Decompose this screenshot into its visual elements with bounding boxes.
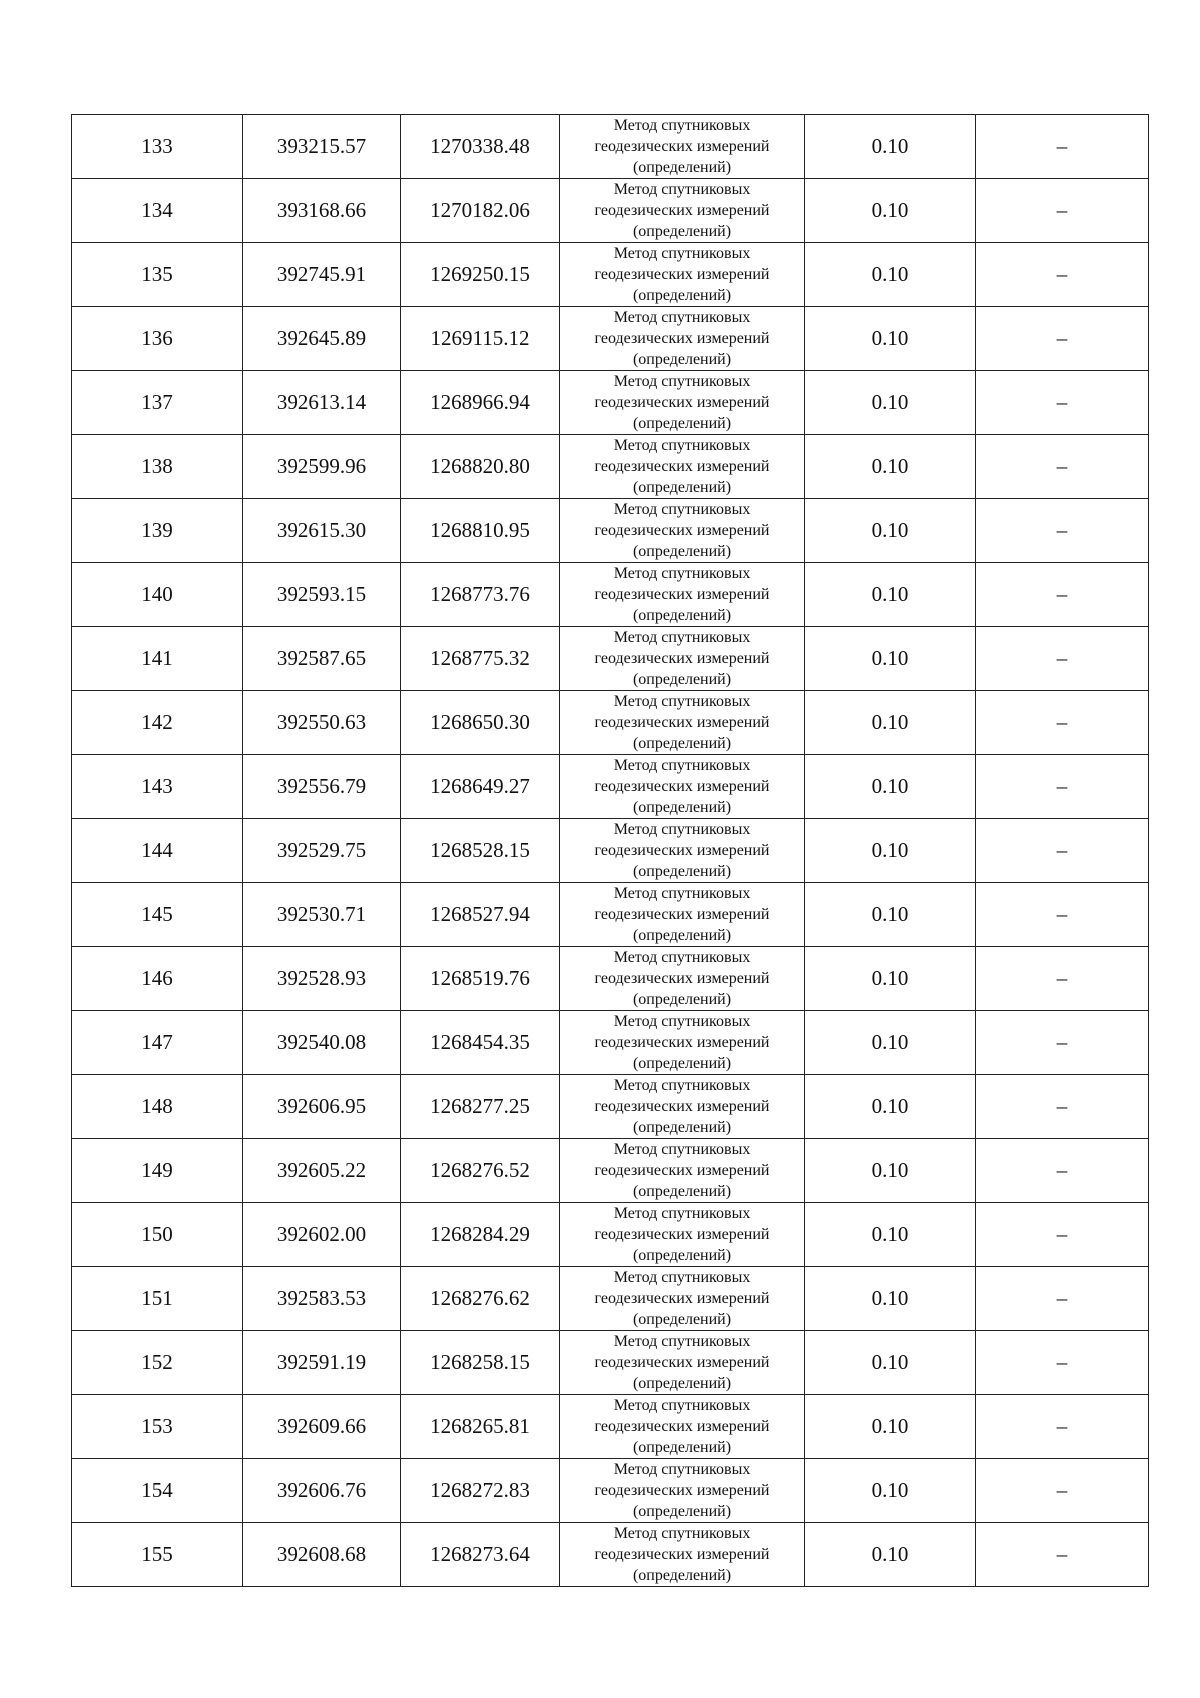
method-line: геодезических измерений [594,330,770,347]
table-row [72,435,1149,499]
point-number-cell: 153 [72,1395,243,1459]
y-coordinate-cell: 1268810.95 [401,499,560,563]
x-coordinate-cell: 392550.63 [243,691,401,755]
table-row [72,1459,1149,1523]
table-row [72,627,1149,691]
method-line: (определений) [632,1503,732,1520]
x-coordinate-cell: 392606.95 [243,1075,401,1139]
method-cell [560,1203,805,1267]
x-coordinate-cell: 392529.75 [243,819,401,883]
method-line: Метод спутниковых [613,1525,751,1542]
note-cell: – [976,1075,1149,1139]
point-number-cell: 145 [72,883,243,947]
y-coordinate-cell: 1268775.32 [401,627,560,691]
method-line: (определений) [632,415,732,432]
method-line: (определений) [632,479,732,496]
accuracy-cell: 0.10 [805,371,976,435]
method-line: (определений) [632,287,732,304]
note-cell: – [976,1139,1149,1203]
x-coordinate-cell: 392599.96 [243,435,401,499]
note-cell: – [976,1011,1149,1075]
accuracy-cell: 0.10 [805,435,976,499]
note-cell: – [976,1523,1149,1587]
note-cell: – [976,499,1149,563]
method-line: (определений) [632,1247,732,1264]
method-cell [560,947,805,1011]
note-cell: – [976,755,1149,819]
point-number-cell: 155 [72,1523,243,1587]
method-line: Метод спутниковых [613,1397,751,1414]
method-line: (определений) [632,351,732,368]
method-line: Метод спутниковых [613,437,751,454]
method-cell [560,1075,805,1139]
accuracy-cell: 0.10 [805,243,976,307]
x-coordinate-cell: 392583.53 [243,1267,401,1331]
method-line: геодезических измерений [594,842,770,859]
y-coordinate-cell: 1270338.48 [401,115,560,179]
table-row [72,755,1149,819]
x-coordinate-cell: 392591.19 [243,1331,401,1395]
note-cell: – [976,691,1149,755]
method-line: геодезических измерений [594,906,770,923]
point-number-cell: 138 [72,435,243,499]
point-number-cell: 135 [72,243,243,307]
table-row [72,371,1149,435]
accuracy-cell: 0.10 [805,1331,976,1395]
method-line: геодезических измерений [594,138,770,155]
point-number-cell: 140 [72,563,243,627]
y-coordinate-cell: 1268276.52 [401,1139,560,1203]
table-body [72,115,1149,1587]
x-coordinate-cell: 392530.71 [243,883,401,947]
table-row [72,819,1149,883]
accuracy-cell: 0.10 [805,1459,976,1523]
method-line: Метод спутниковых [613,1077,751,1094]
point-number-cell: 150 [72,1203,243,1267]
table-row [72,499,1149,563]
note-cell: – [976,371,1149,435]
point-number-cell: 152 [72,1331,243,1395]
method-line: (определений) [632,1439,732,1456]
point-number-cell: 151 [72,1267,243,1331]
y-coordinate-cell: 1268258.15 [401,1331,560,1395]
method-line: Метод спутниковых [613,821,751,838]
y-coordinate-cell: 1268265.81 [401,1395,560,1459]
note-cell: – [976,627,1149,691]
method-cell [560,243,805,307]
method-line: Метод спутниковых [613,373,751,390]
method-line: Метод спутниковых [613,117,751,134]
x-coordinate-cell: 393168.66 [243,179,401,243]
method-line: (определений) [632,1055,732,1072]
accuracy-cell: 0.10 [805,1075,976,1139]
method-cell [560,1011,805,1075]
accuracy-cell: 0.10 [805,307,976,371]
note-cell: – [976,819,1149,883]
method-line: Метод спутниковых [613,245,751,262]
point-number-cell: 143 [72,755,243,819]
method-line: Метод спутниковых [613,309,751,326]
accuracy-cell: 0.10 [805,819,976,883]
point-number-cell: 154 [72,1459,243,1523]
method-cell [560,1395,805,1459]
table-row [72,115,1149,179]
method-cell [560,819,805,883]
point-number-cell: 137 [72,371,243,435]
method-line: (определений) [632,735,732,752]
method-line: Метод спутниковых [613,949,751,966]
y-coordinate-cell: 1269250.15 [401,243,560,307]
y-coordinate-cell: 1268454.35 [401,1011,560,1075]
method-line: (определений) [632,991,732,1008]
note-cell: – [976,435,1149,499]
method-line: геодезических измерений [594,266,770,283]
method-line: Метод спутниковых [613,1333,751,1350]
x-coordinate-cell: 392745.91 [243,243,401,307]
table-row [72,1395,1149,1459]
x-coordinate-cell: 392609.66 [243,1395,401,1459]
method-line: Метод спутниковых [613,629,751,646]
method-line: (определений) [632,223,732,240]
y-coordinate-cell: 1269115.12 [401,307,560,371]
method-cell [560,307,805,371]
y-coordinate-cell: 1268528.15 [401,819,560,883]
method-line: (определений) [632,1183,732,1200]
x-coordinate-cell: 392593.15 [243,563,401,627]
method-line: Метод спутниковых [613,501,751,518]
table-row [72,563,1149,627]
method-line: (определений) [632,1567,732,1584]
method-line: Метод спутниковых [613,1461,751,1478]
method-line: Метод спутниковых [613,1205,751,1222]
method-line: геодезических измерений [594,586,770,603]
method-cell [560,755,805,819]
accuracy-cell: 0.10 [805,115,976,179]
note-cell: – [976,115,1149,179]
x-coordinate-cell: 392613.14 [243,371,401,435]
y-coordinate-cell: 1268820.80 [401,435,560,499]
method-line: геодезических измерений [594,1418,770,1435]
method-cell [560,1139,805,1203]
table-row [72,1011,1149,1075]
table-row [72,1075,1149,1139]
note-cell: – [976,1203,1149,1267]
method-line: (определений) [632,543,732,560]
y-coordinate-cell: 1270182.06 [401,179,560,243]
y-coordinate-cell: 1268519.76 [401,947,560,1011]
y-coordinate-cell: 1268276.62 [401,1267,560,1331]
x-coordinate-cell: 392605.22 [243,1139,401,1203]
method-line: геодезических измерений [594,1162,770,1179]
y-coordinate-cell: 1268773.76 [401,563,560,627]
point-number-cell: 144 [72,819,243,883]
note-cell: – [976,1459,1149,1523]
accuracy-cell: 0.10 [805,691,976,755]
method-cell [560,563,805,627]
method-line: геодезических измерений [594,1354,770,1371]
accuracy-cell: 0.10 [805,1523,976,1587]
method-line: геодезических измерений [594,650,770,667]
accuracy-cell: 0.10 [805,1139,976,1203]
method-line: (определений) [632,671,732,688]
point-number-cell: 134 [72,179,243,243]
method-line: геодезических измерений [594,1290,770,1307]
method-cell [560,627,805,691]
method-cell [560,1459,805,1523]
table-row [72,307,1149,371]
accuracy-cell: 0.10 [805,755,976,819]
method-line: геодезических измерений [594,1546,770,1563]
y-coordinate-cell: 1268527.94 [401,883,560,947]
accuracy-cell: 0.10 [805,179,976,243]
method-cell [560,499,805,563]
method-cell [560,1523,805,1587]
accuracy-cell: 0.10 [805,563,976,627]
accuracy-cell: 0.10 [805,627,976,691]
method-line: геодезических измерений [594,778,770,795]
method-line: (определений) [632,607,732,624]
accuracy-cell: 0.10 [805,499,976,563]
method-cell [560,883,805,947]
table-row [72,179,1149,243]
x-coordinate-cell: 392587.65 [243,627,401,691]
method-line: (определений) [632,863,732,880]
x-coordinate-cell: 392645.89 [243,307,401,371]
accuracy-cell: 0.10 [805,947,976,1011]
note-cell: – [976,179,1149,243]
y-coordinate-cell: 1268650.30 [401,691,560,755]
method-line: (определений) [632,1119,732,1136]
x-coordinate-cell: 392540.08 [243,1011,401,1075]
point-number-cell: 142 [72,691,243,755]
method-cell [560,691,805,755]
method-line: Метод спутниковых [613,1269,751,1286]
method-cell [560,115,805,179]
method-cell [560,435,805,499]
method-line: Метод спутниковых [613,181,751,198]
point-number-cell: 148 [72,1075,243,1139]
table-row [72,1523,1149,1587]
table-row [72,1331,1149,1395]
y-coordinate-cell: 1268273.64 [401,1523,560,1587]
method-line: (определений) [632,1311,732,1328]
method-cell [560,1331,805,1395]
point-number-cell: 141 [72,627,243,691]
method-line: Метод спутниковых [613,565,751,582]
method-line: геодезических измерений [594,522,770,539]
method-line: Метод спутниковых [613,757,751,774]
x-coordinate-cell: 392606.76 [243,1459,401,1523]
method-line: геодезических измерений [594,1034,770,1051]
point-number-cell: 136 [72,307,243,371]
method-line: геодезических измерений [594,1098,770,1115]
note-cell: – [976,1331,1149,1395]
method-line: (определений) [632,1375,732,1392]
method-line: (определений) [632,927,732,944]
method-line: геодезических измерений [594,970,770,987]
method-line: (определений) [632,799,732,816]
method-line: Метод спутниковых [613,1141,751,1158]
x-coordinate-cell: 392602.00 [243,1203,401,1267]
x-coordinate-cell: 392556.79 [243,755,401,819]
table-row [72,691,1149,755]
method-line: Метод спутниковых [613,885,751,902]
accuracy-cell: 0.10 [805,1011,976,1075]
y-coordinate-cell: 1268284.29 [401,1203,560,1267]
note-cell: – [976,1267,1149,1331]
table-row [72,1203,1149,1267]
accuracy-cell: 0.10 [805,883,976,947]
method-line: (определений) [632,159,732,176]
method-cell [560,1267,805,1331]
method-line: геодезических измерений [594,458,770,475]
point-number-cell: 133 [72,115,243,179]
note-cell: – [976,947,1149,1011]
method-line: геодезических измерений [594,1226,770,1243]
method-line: геодезических измерений [594,394,770,411]
method-line: Метод спутниковых [613,1013,751,1030]
method-line: геодезических измерений [594,202,770,219]
method-cell [560,371,805,435]
point-number-cell: 146 [72,947,243,1011]
coordinates-table [71,114,1149,1587]
y-coordinate-cell: 1268649.27 [401,755,560,819]
x-coordinate-cell: 392608.68 [243,1523,401,1587]
table-row [72,243,1149,307]
point-number-cell: 147 [72,1011,243,1075]
x-coordinate-cell: 392615.30 [243,499,401,563]
point-number-cell: 139 [72,499,243,563]
accuracy-cell: 0.10 [805,1203,976,1267]
table-row [72,1267,1149,1331]
y-coordinate-cell: 1268272.83 [401,1459,560,1523]
accuracy-cell: 0.10 [805,1395,976,1459]
note-cell: – [976,563,1149,627]
accuracy-cell: 0.10 [805,1267,976,1331]
method-line: Метод спутниковых [613,693,751,710]
note-cell: – [976,883,1149,947]
method-line: геодезических измерений [594,714,770,731]
note-cell: – [976,1395,1149,1459]
table-row [72,947,1149,1011]
method-line: геодезических измерений [594,1482,770,1499]
x-coordinate-cell: 392528.93 [243,947,401,1011]
method-cell [560,179,805,243]
table-row [72,883,1149,947]
note-cell: – [976,307,1149,371]
x-coordinate-cell: 393215.57 [243,115,401,179]
y-coordinate-cell: 1268277.25 [401,1075,560,1139]
table-row [72,1139,1149,1203]
y-coordinate-cell: 1268966.94 [401,371,560,435]
point-number-cell: 149 [72,1139,243,1203]
note-cell: – [976,243,1149,307]
